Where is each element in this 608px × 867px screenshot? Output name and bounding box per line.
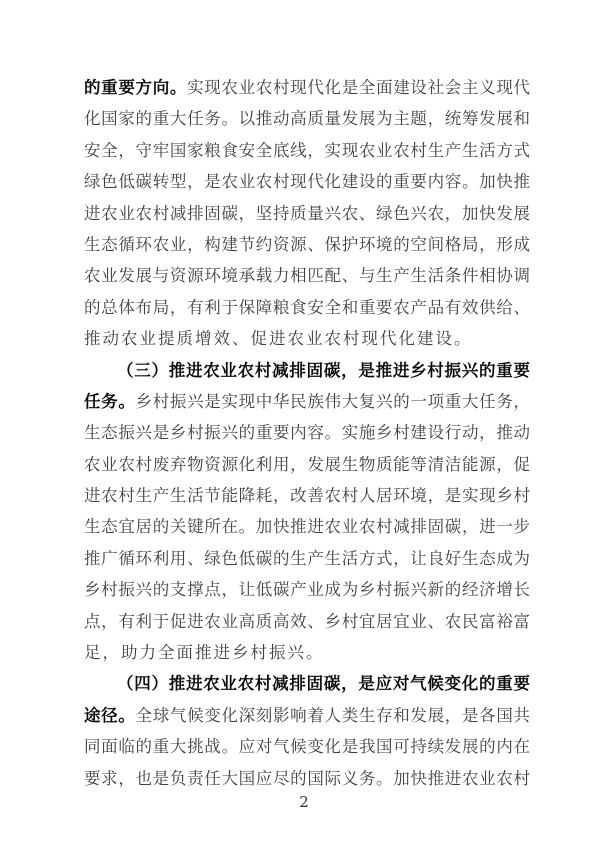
bold-run: 途径。 — [84, 705, 136, 725]
section-heading-4 — [84, 668, 530, 699]
text-line — [84, 543, 530, 574]
text-line — [84, 606, 530, 637]
text-line — [84, 763, 530, 794]
text-run: 安全，守牢国家粮食安全底线，实现农业农村生产生活方式 — [84, 140, 530, 160]
bold-run: 任务。 — [84, 391, 136, 411]
bold-run: （三）推进农业农村减排固碳，是推进乡村振兴的重要 — [117, 360, 530, 380]
text-run: 足，助力全面推进乡村振兴。 — [84, 643, 325, 663]
text-run: 绿色低碳转型，是农业农村现代化建设的重要内容。加快推 — [84, 172, 530, 192]
text-line — [84, 511, 530, 542]
text-run: 农业农村废弃物资源化利用，发展生物质能等清洁能源，促 — [84, 454, 530, 474]
text-line — [84, 72, 530, 103]
text-line — [84, 260, 530, 291]
section-heading-3 — [84, 355, 530, 386]
text-run: 乡村振兴的支撑点，让低碳产业成为乡村振兴新的经济增长 — [84, 580, 530, 600]
text-run: 推广循环利用、绿色低碳的生产生活方式，让良好生态成为 — [84, 548, 530, 568]
text-run: 乡村振兴是实现中华民族伟大复兴的一项重大任务， — [135, 391, 531, 411]
text-line — [84, 198, 530, 229]
bold-run: （四）推进农业农村减排固碳，是应对气候变化的重要 — [117, 674, 530, 694]
text-line — [84, 449, 530, 480]
text-run: 实现农业农村现代化是全面建设社会主义现代 — [187, 78, 531, 97]
text-run: 要求，也是负责任大国应尽的国际义务。加快推进农业农村 — [84, 768, 530, 788]
text-line — [84, 417, 530, 448]
text-line — [84, 292, 530, 323]
text-run: 生态振兴是乡村振兴的重要内容。实施乡村建设行动，推动 — [84, 423, 530, 443]
text-run: 推动农业提质增效、促进农业农村现代化建设。 — [84, 329, 473, 349]
text-line — [84, 731, 530, 762]
text-run: 生态宜居的关键所在。加快推进农业农村减排固碳，进一步 — [84, 517, 530, 537]
text-block — [84, 72, 530, 794]
text-line — [84, 229, 530, 260]
text-run: 化国家的重大任务。以推动高质量发展为主题，统筹发展和 — [84, 109, 530, 129]
text-run: 点，有利于促进农业高质高效、乡村宜居宜业、农民富裕富 — [84, 611, 530, 631]
page-number: 2 — [299, 793, 309, 811]
bold-run: 的重要方向。 — [84, 78, 188, 97]
text-run: 的总体布局，有利于保障粮食安全和重要农产品有效供给、 — [84, 297, 530, 317]
text-line — [84, 700, 530, 731]
text-run: 进农村生产生活节能降耗，改善农村人居环境，是实现乡村 — [84, 486, 530, 506]
text-line — [84, 166, 530, 197]
text-line — [84, 323, 530, 354]
text-line — [84, 574, 530, 605]
text-line — [84, 386, 530, 417]
text-run: 同面临的重大挑战。应对气候变化是我国可持续发展的内在 — [84, 737, 530, 757]
text-run: 生态循环农业，构建节约资源、保护环境的空间格局，形成 — [84, 234, 530, 254]
text-line — [84, 480, 530, 511]
text-run: 农业发展与资源环境承载力相匹配、与生产生活条件相协调 — [84, 266, 530, 286]
text-run: 进农业农村减排固碳，坚持质量兴农、绿色兴农，加快发展 — [84, 203, 530, 223]
text-run: 全球气候变化深刻影响着人类生存和发展，是各国共 — [135, 705, 531, 725]
text-line — [84, 103, 530, 134]
text-line — [84, 637, 530, 668]
text-line — [84, 135, 530, 166]
